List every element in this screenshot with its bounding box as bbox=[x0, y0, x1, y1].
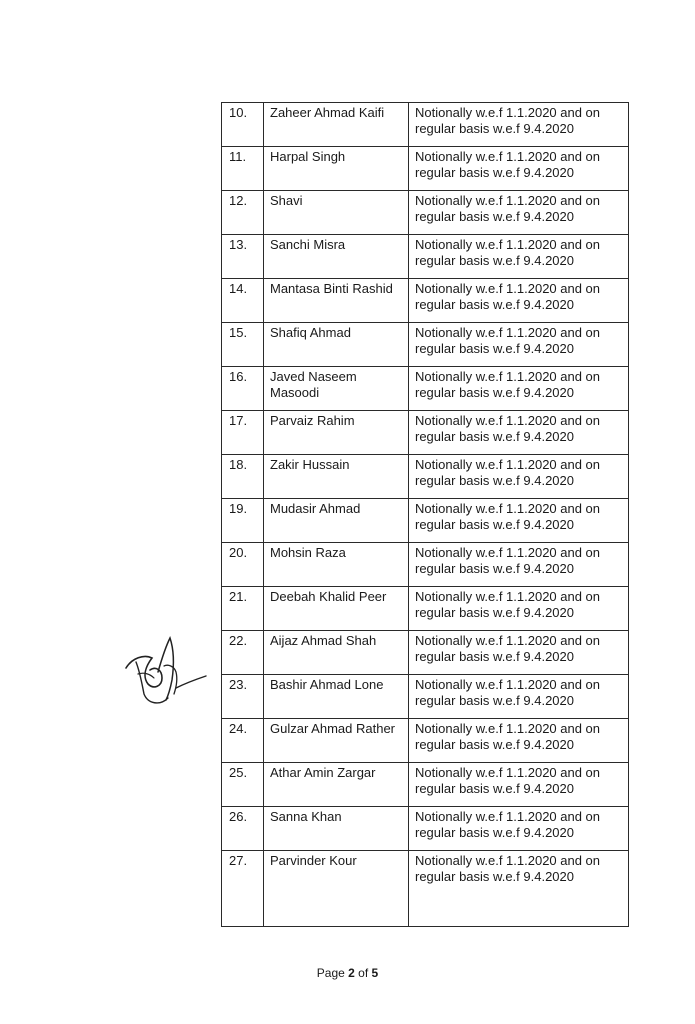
employee-name-cell: Bashir Ahmad Lone bbox=[264, 675, 409, 719]
serial-number-cell: 15. bbox=[222, 323, 264, 367]
regularization-status-cell: Notionally w.e.f 1.1.2020 and on regular basis w.e.f 9.4.2020 bbox=[409, 543, 629, 587]
regularization-status-cell: Notionally w.e.f 1.1.2020 and on regular basis w.e.f 9.4.2020 bbox=[409, 587, 629, 631]
serial-number-cell: 25. bbox=[222, 763, 264, 807]
table-row bbox=[222, 807, 629, 851]
serial-number-cell: 22. bbox=[222, 631, 264, 675]
footer-total-pages: 5 bbox=[371, 966, 379, 980]
employee-name-cell: Deebah Khalid Peer bbox=[264, 587, 409, 631]
regularization-status-cell: Notionally w.e.f 1.1.2020 and on regular basis w.e.f 9.4.2020 bbox=[409, 147, 629, 191]
regularization-status-cell: Notionally w.e.f 1.1.2020 and on regular basis w.e.f 9.4.2020 bbox=[409, 499, 629, 543]
regularization-status-cell: Notionally w.e.f 1.1.2020 and on regular basis w.e.f 9.4.2020 bbox=[409, 323, 629, 367]
table-row bbox=[222, 499, 629, 543]
regularization-status-cell: Notionally w.e.f 1.1.2020 and on regular basis w.e.f 9.4.2020 bbox=[409, 279, 629, 323]
footer-prefix: Page bbox=[316, 966, 349, 980]
serial-number-cell: 26. bbox=[222, 807, 264, 851]
table-row bbox=[222, 411, 629, 455]
table-row bbox=[222, 587, 629, 631]
footer-current-page: 2 bbox=[348, 966, 355, 980]
table-row bbox=[222, 367, 629, 411]
regularization-status-cell: Notionally w.e.f 1.1.2020 and on regular basis w.e.f 9.4.2020 bbox=[409, 807, 629, 851]
employee-name-cell: Gulzar Ahmad Rather bbox=[264, 719, 409, 763]
employee-name-cell: Mantasa Binti Rashid bbox=[264, 279, 409, 323]
table-row bbox=[222, 147, 629, 191]
employee-name-cell: Mudasir Ahmad bbox=[264, 499, 409, 543]
regularization-status-cell: Notionally w.e.f 1.1.2020 and on regular basis w.e.f 9.4.2020 bbox=[409, 631, 629, 675]
footer-of: of bbox=[354, 966, 372, 980]
serial-number-cell: 14. bbox=[222, 279, 264, 323]
employee-name-cell: Parvinder Kour bbox=[264, 851, 409, 927]
employee-name-cell: Sanchi Misra bbox=[264, 235, 409, 279]
employee-name-cell: Sanna Khan bbox=[264, 807, 409, 851]
table-row bbox=[222, 851, 629, 927]
page-footer bbox=[0, 966, 695, 980]
table-row bbox=[222, 279, 629, 323]
table-row bbox=[222, 455, 629, 499]
employee-name-cell: Mohsin Raza bbox=[264, 543, 409, 587]
employee-name-cell: Zaheer Ahmad Kaifi bbox=[264, 103, 409, 147]
employee-name-cell: Harpal Singh bbox=[264, 147, 409, 191]
employee-name-cell: Aijaz Ahmad Shah bbox=[264, 631, 409, 675]
serial-number-cell: 11. bbox=[222, 147, 264, 191]
table-row bbox=[222, 631, 629, 675]
regularization-status-cell: Notionally w.e.f 1.1.2020 and on regular basis w.e.f 9.4.2020 bbox=[409, 719, 629, 763]
signature-mark bbox=[118, 628, 210, 714]
serial-number-cell: 27. bbox=[222, 851, 264, 927]
employee-table-body bbox=[222, 103, 629, 927]
employee-name-cell: Zakir Hussain bbox=[264, 455, 409, 499]
serial-number-cell: 19. bbox=[222, 499, 264, 543]
employee-name-cell: Shafiq Ahmad bbox=[264, 323, 409, 367]
serial-number-cell: 13. bbox=[222, 235, 264, 279]
employee-name-cell: Shavi bbox=[264, 191, 409, 235]
regularization-status-cell: Notionally w.e.f 1.1.2020 and on regular basis w.e.f 9.4.2020 bbox=[409, 411, 629, 455]
table-row bbox=[222, 103, 629, 147]
regularization-status-cell: Notionally w.e.f 1.1.2020 and on regular basis w.e.f 9.4.2020 bbox=[409, 103, 629, 147]
regularization-status-cell: Notionally w.e.f 1.1.2020 and on regular basis w.e.f 9.4.2020 bbox=[409, 851, 629, 927]
regularization-status-cell: Notionally w.e.f 1.1.2020 and on regular basis w.e.f 9.4.2020 bbox=[409, 763, 629, 807]
table-row bbox=[222, 235, 629, 279]
serial-number-cell: 24. bbox=[222, 719, 264, 763]
regularization-status-cell: Notionally w.e.f 1.1.2020 and on regular basis w.e.f 9.4.2020 bbox=[409, 235, 629, 279]
serial-number-cell: 21. bbox=[222, 587, 264, 631]
employee-table bbox=[221, 102, 629, 927]
table-row bbox=[222, 323, 629, 367]
regularization-status-cell: Notionally w.e.f 1.1.2020 and on regular basis w.e.f 9.4.2020 bbox=[409, 191, 629, 235]
employee-name-cell: Parvaiz Rahim bbox=[264, 411, 409, 455]
serial-number-cell: 10. bbox=[222, 103, 264, 147]
table-row bbox=[222, 763, 629, 807]
serial-number-cell: 20. bbox=[222, 543, 264, 587]
employee-name-cell: Athar Amin Zargar bbox=[264, 763, 409, 807]
regularization-status-cell: Notionally w.e.f 1.1.2020 and on regular basis w.e.f 9.4.2020 bbox=[409, 367, 629, 411]
table-row bbox=[222, 719, 629, 763]
table-row bbox=[222, 675, 629, 719]
regularization-status-cell: Notionally w.e.f 1.1.2020 and on regular basis w.e.f 9.4.2020 bbox=[409, 455, 629, 499]
serial-number-cell: 12. bbox=[222, 191, 264, 235]
serial-number-cell: 18. bbox=[222, 455, 264, 499]
serial-number-cell: 17. bbox=[222, 411, 264, 455]
serial-number-cell: 23. bbox=[222, 675, 264, 719]
serial-number-cell: 16. bbox=[222, 367, 264, 411]
table-row bbox=[222, 191, 629, 235]
employee-name-cell: Javed Naseem Masoodi bbox=[264, 367, 409, 411]
regularization-status-cell: Notionally w.e.f 1.1.2020 and on regular basis w.e.f 9.4.2020 bbox=[409, 675, 629, 719]
table-row bbox=[222, 543, 629, 587]
